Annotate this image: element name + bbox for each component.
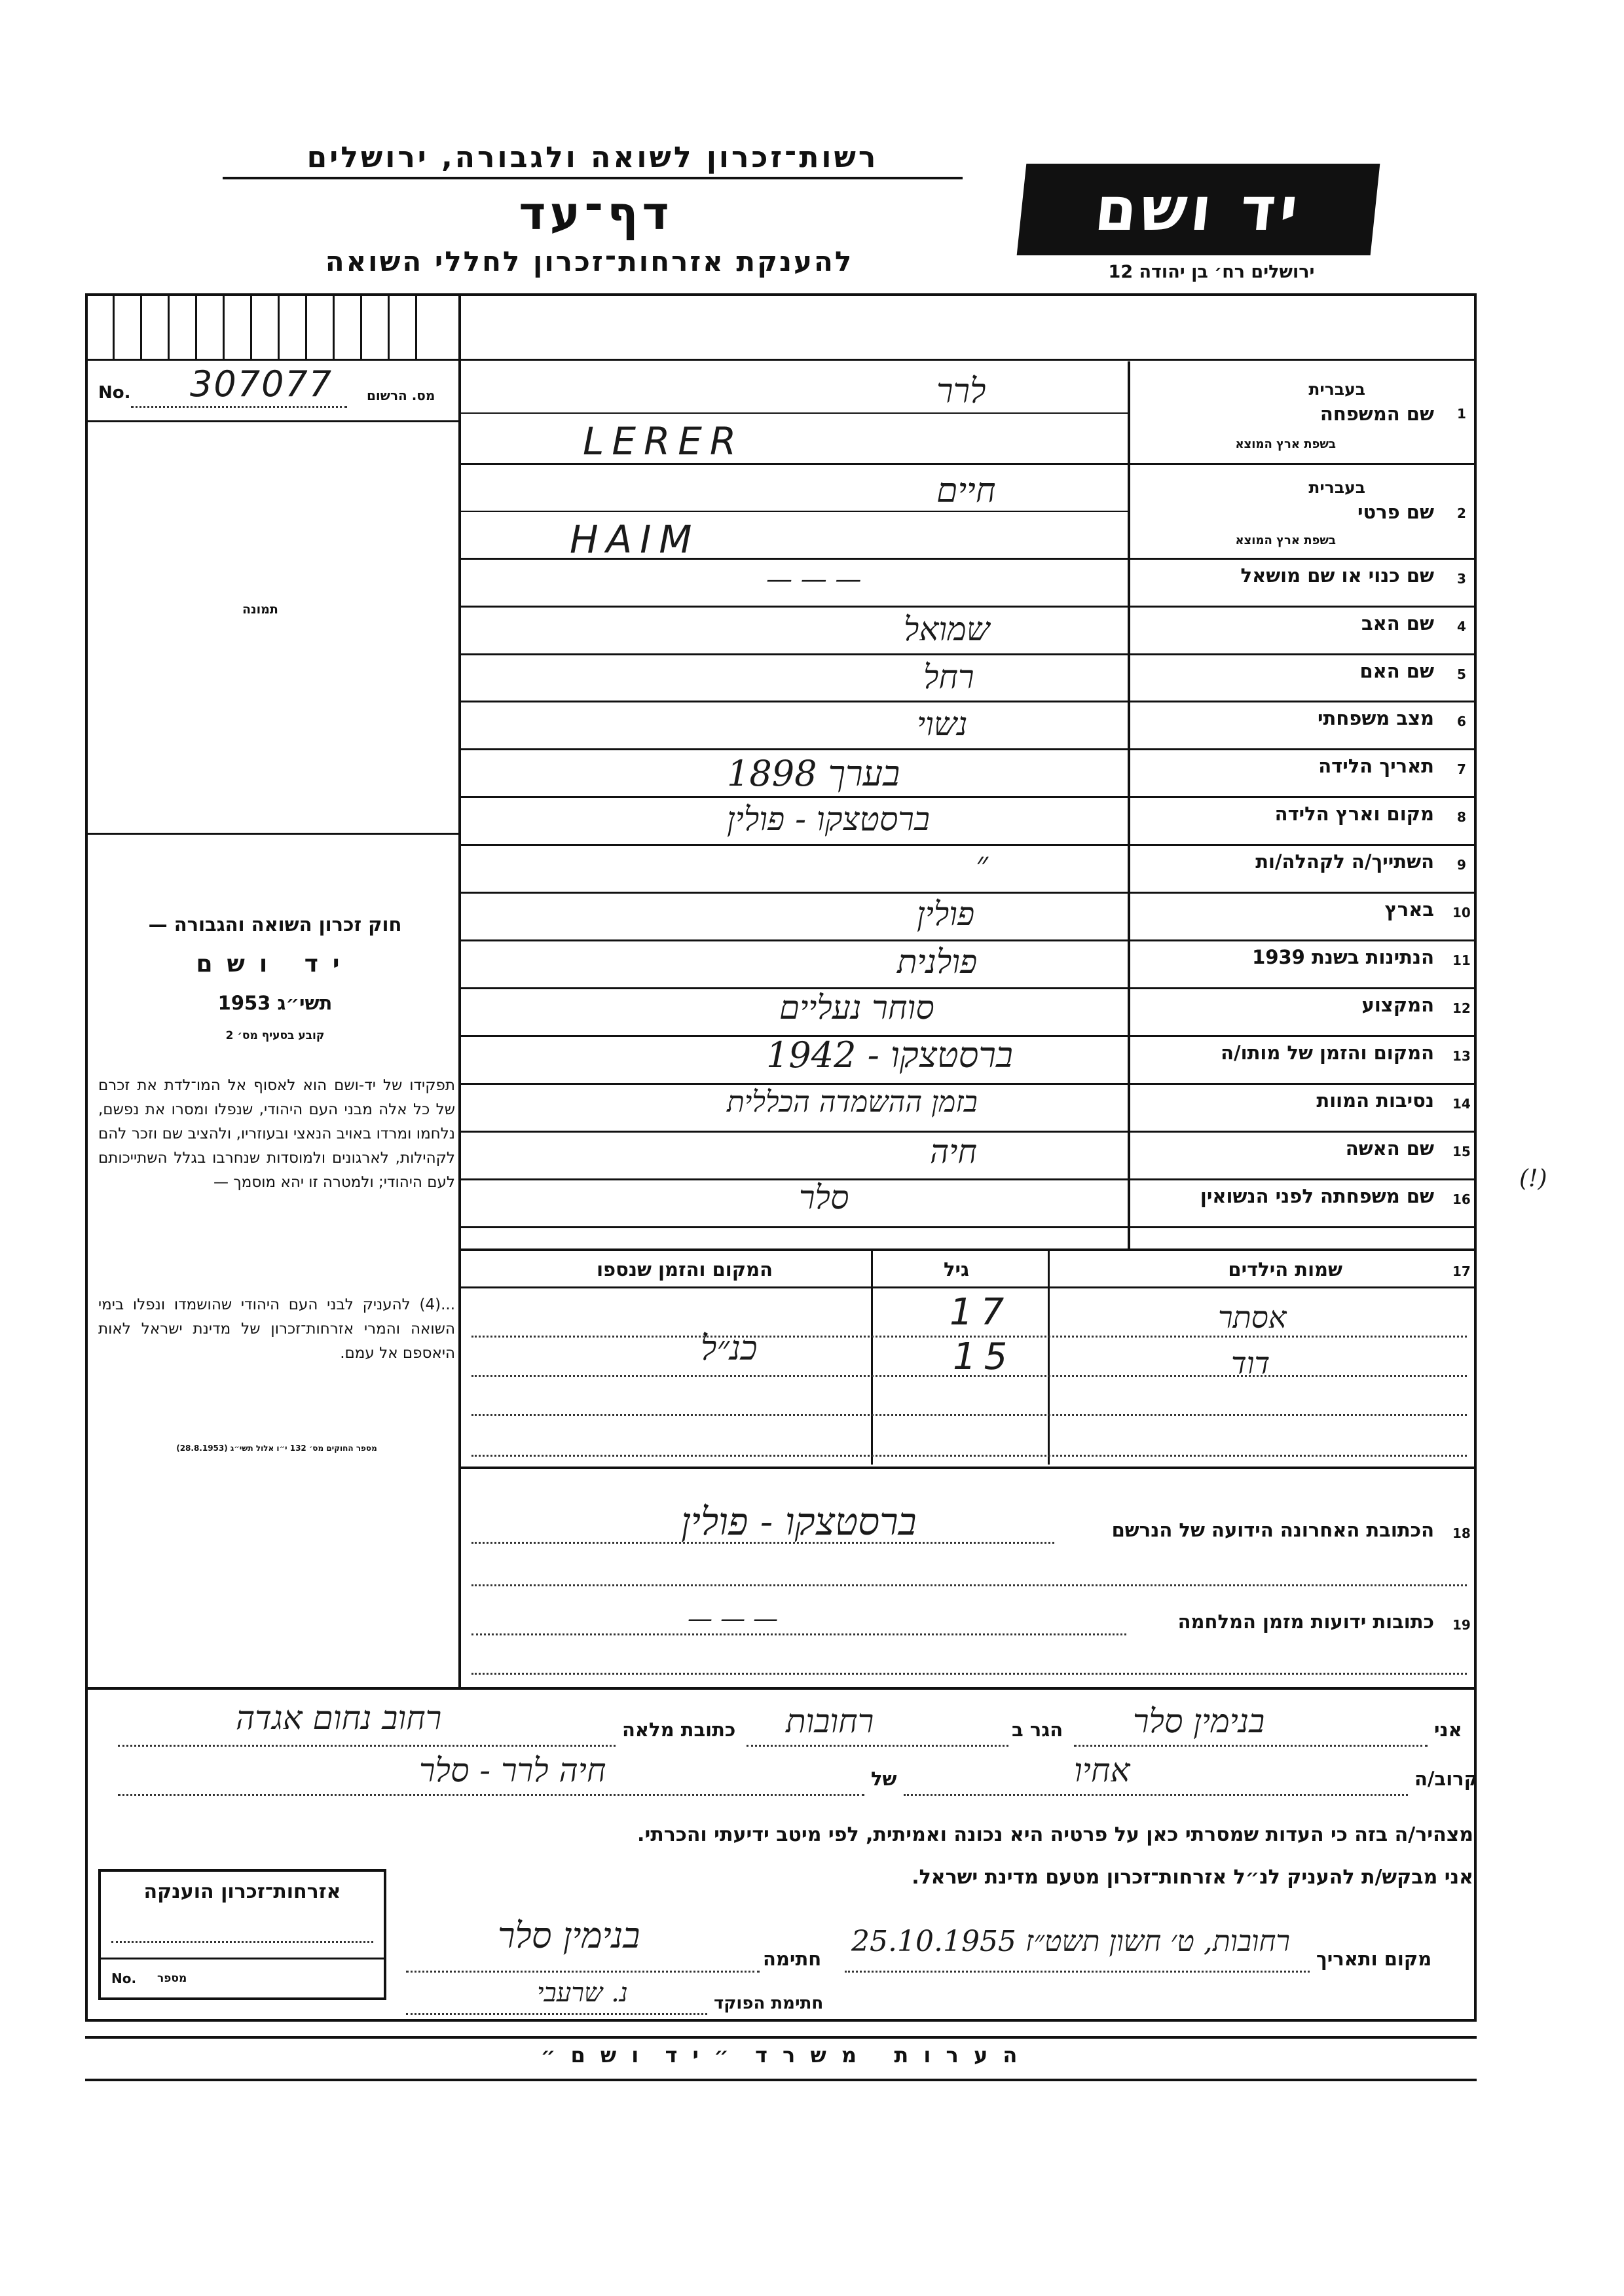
grant-box-no-label: No.	[111, 1971, 137, 1986]
relation-value: אחיו	[1074, 1751, 1130, 1789]
resident-label: הגר ב	[1012, 1719, 1063, 1741]
field-1-sub-hebrew: בעברית	[1308, 380, 1365, 399]
of-label: של	[871, 1768, 897, 1790]
field-19-label: כתובות ידועות מזמן המלחמה	[1177, 1611, 1434, 1633]
field-8-label: מקום וארץ הלידה	[1274, 803, 1434, 825]
field-2-number: 2	[1457, 505, 1466, 521]
field-6-label: מצב משפחתי	[1317, 707, 1434, 729]
field-14-value: בזמן ההשמדה הכללית	[727, 1085, 978, 1119]
logo-text: יד ושם	[1092, 174, 1305, 244]
field-1-number: 1	[1457, 406, 1466, 422]
field-4-number: 4	[1457, 619, 1466, 634]
field-18-value: ברסטצקו - פולין	[681, 1499, 917, 1544]
field-19-value: — — —	[688, 1604, 779, 1633]
field-1-value-latin: LERER	[583, 419, 745, 464]
field-16-label: שם משפחתה לפני הנשואין	[1200, 1185, 1434, 1207]
field-1-value-hebrew: לרר	[936, 372, 986, 411]
field-12-value: סוחר נעליים	[779, 989, 934, 1027]
field-5-value: רחל	[923, 658, 974, 696]
field-13-label: המקום והזמן של מותו/ה	[1221, 1042, 1434, 1064]
place-date-label: מקום ותאריך	[1316, 1948, 1432, 1970]
field-15-label: שם האשה	[1345, 1137, 1434, 1159]
field-16-number: 16	[1452, 1192, 1471, 1207]
child-place: כנ״ל	[701, 1329, 758, 1368]
children-age-header: גיל	[943, 1258, 969, 1281]
resident-city: רחובות	[786, 1702, 874, 1740]
registration-number-label: מס. הרשום	[367, 388, 435, 403]
legal-body-clause4: ...(4) להעניק לבני העם היהודי שהושמדו ונפלו בימי השואה והמרי אזרחות־זכרון של מדינת ישראל לאות היאספם אל עמם.	[98, 1296, 455, 1362]
field-1-label: שם המשפחה	[1320, 403, 1434, 425]
form-subtitle: להענקת אזרחות־זכרון לחללי השואה	[325, 246, 854, 278]
declarant-name: בנימין סלר	[1133, 1702, 1265, 1740]
field-15-number: 15	[1452, 1144, 1471, 1159]
children-place-header: המקום והזמן שנספו	[597, 1258, 773, 1281]
full-address-value: רחוב נחום אגדה	[236, 1699, 442, 1737]
grant-box-number-label: מספר	[157, 1972, 187, 1985]
field-4-value: שמואל	[904, 610, 990, 648]
legal-title: חוק זכרון השואה והגבורה —	[148, 913, 402, 936]
field-8-number: 8	[1457, 809, 1466, 825]
field-6-number: 6	[1457, 714, 1466, 729]
registration-number: 307077	[190, 363, 333, 405]
declaration-ani: אני	[1434, 1719, 1462, 1741]
field-14-number: 14	[1452, 1096, 1471, 1112]
field-9-number: 9	[1457, 857, 1466, 873]
children-names-header: שמות הילדים	[1228, 1258, 1342, 1281]
field-3-number: 3	[1457, 571, 1466, 587]
official-signature-label: חתימת הפוקד	[714, 1994, 824, 2013]
signature-label: חתימה	[763, 1948, 822, 1970]
field-3-value: — — —	[766, 564, 862, 594]
field-10-number: 10	[1452, 905, 1471, 920]
field-2-label: שם פרטי	[1357, 501, 1434, 523]
office-remarks-footer: ה ע ר ו ת מ ש ר ד ״ י ד ו ש ם ״	[540, 2043, 1022, 2068]
field-7-number: 7	[1457, 761, 1466, 777]
child-name: דוד	[1231, 1345, 1270, 1381]
legal-year: תשי״ג 1953	[217, 992, 333, 1014]
field-5-number: 5	[1457, 666, 1466, 682]
full-address-label: כתובת מלאה	[622, 1719, 736, 1741]
field-12-number: 12	[1452, 1000, 1471, 1016]
official-signature: נ. שרעבי	[537, 1978, 628, 2008]
margin-mark: (!)	[1519, 1165, 1547, 1192]
field-12-label: המקצוע	[1361, 994, 1434, 1016]
field-14-label: נסיבות המוות	[1316, 1089, 1434, 1112]
field-18-label: הכתובת האחרונה הידועה של הנרשם	[1111, 1519, 1434, 1541]
declaration-statement-2: אני מבקש/ת להעניק לנ״ל אזרחות־זכרון מטעם מדינת ישראל.	[912, 1866, 1473, 1889]
field-2-sub-hebrew: בעברית	[1308, 478, 1365, 497]
yad-vashem-logo	[1017, 164, 1380, 255]
field-13-value: ברסטצקו - 1942	[766, 1034, 1013, 1076]
field-6-value: נשוי	[917, 705, 968, 743]
field-7-label: תאריך הלידה	[1318, 755, 1434, 777]
institution-name: רשות־זכרון לשואה ולגבורה, ירושלים	[223, 141, 963, 179]
photo-label: תמונה	[242, 602, 278, 617]
field-11-number: 11	[1452, 953, 1471, 968]
relative-label: קרוב/ה	[1414, 1768, 1478, 1790]
of-name-value: חיה לרר - סלר	[419, 1751, 606, 1789]
legal-name: יד ושם	[196, 951, 354, 977]
field-15-value: חיה	[930, 1133, 977, 1171]
field-10-value: פולין	[917, 895, 975, 933]
field-9-label: השתייך/ה לקהלה/ות	[1255, 850, 1434, 873]
field-9-value: ״	[976, 845, 988, 883]
field-2-value-latin: HAIM	[570, 517, 700, 562]
legal-footnote: מספר החוקים מס׳ 132 י״ו אלול תשי״ג (28.8.1953)	[176, 1444, 377, 1453]
grant-box-title: אזרחות־זכרון הוענקה	[143, 1880, 341, 1903]
child-age: 17	[950, 1291, 1012, 1334]
field-3-label: שם כנוי או שם מושאל	[1240, 564, 1434, 587]
declarant-signature: בנימין סלר	[498, 1915, 640, 1956]
field-18-number: 18	[1452, 1525, 1471, 1541]
field-5-label: שם האם	[1359, 660, 1434, 682]
field-8-value: ברסטצקו - פולין	[727, 800, 930, 838]
legal-body: תפקידו של יד-ושם הוא לאסוף אל המו־לדת את זכרם של כל אלה מבני העם היהודי, שנפלו ומסרו את נפשם, נלחמו ומרדו באויב הנאצי ובעוזריו, ולהציב שם וזכר להם לקהילות, לארגונים ולמוסדות שנחרבו בגלל השתייכותם לעם היהודי; ולמטרה זו יהא מוסמך —	[98, 1077, 455, 1191]
child-name: אסתר	[1218, 1300, 1287, 1335]
field-19-number: 19	[1452, 1617, 1471, 1633]
field-2-value-hebrew: חיים	[936, 471, 996, 511]
field-7-value: בערך 1898	[727, 753, 900, 794]
field-4-label: שם האב	[1361, 612, 1434, 634]
form-title: דף־עד	[519, 187, 673, 240]
field-17-number: 17	[1452, 1264, 1471, 1279]
field-1-sub-origin: בשפת ארץ המוצא	[1235, 437, 1336, 451]
registration-no-label: No.	[98, 383, 131, 403]
field-11-value: פולנית	[897, 943, 978, 981]
legal-clause: קובע בסעיף מס׳ 2	[225, 1029, 325, 1042]
child-age: 15	[953, 1336, 1016, 1378]
logo-address: ירושלים רח׳ בן יהודה 12	[1108, 262, 1315, 282]
field-16-value: סלר	[799, 1178, 849, 1216]
declaration-statement-1: מצהיר/ה בזה כי העדות שמסרתי כאן על פרטיה היא נכונה ואמיתית, לפי מיטב ידיעתי והכרתי.	[637, 1823, 1473, 1846]
field-11-label: הנתינות בשנת 1939	[1252, 946, 1434, 968]
field-13-number: 13	[1452, 1048, 1471, 1064]
field-10-label: בארץ	[1384, 898, 1434, 920]
place-date-value: רחובות, ט׳ חשון תשט״ז 25.10.1955	[851, 1925, 1291, 1958]
field-2-sub-origin: בשפת ארץ המוצא	[1235, 534, 1336, 547]
